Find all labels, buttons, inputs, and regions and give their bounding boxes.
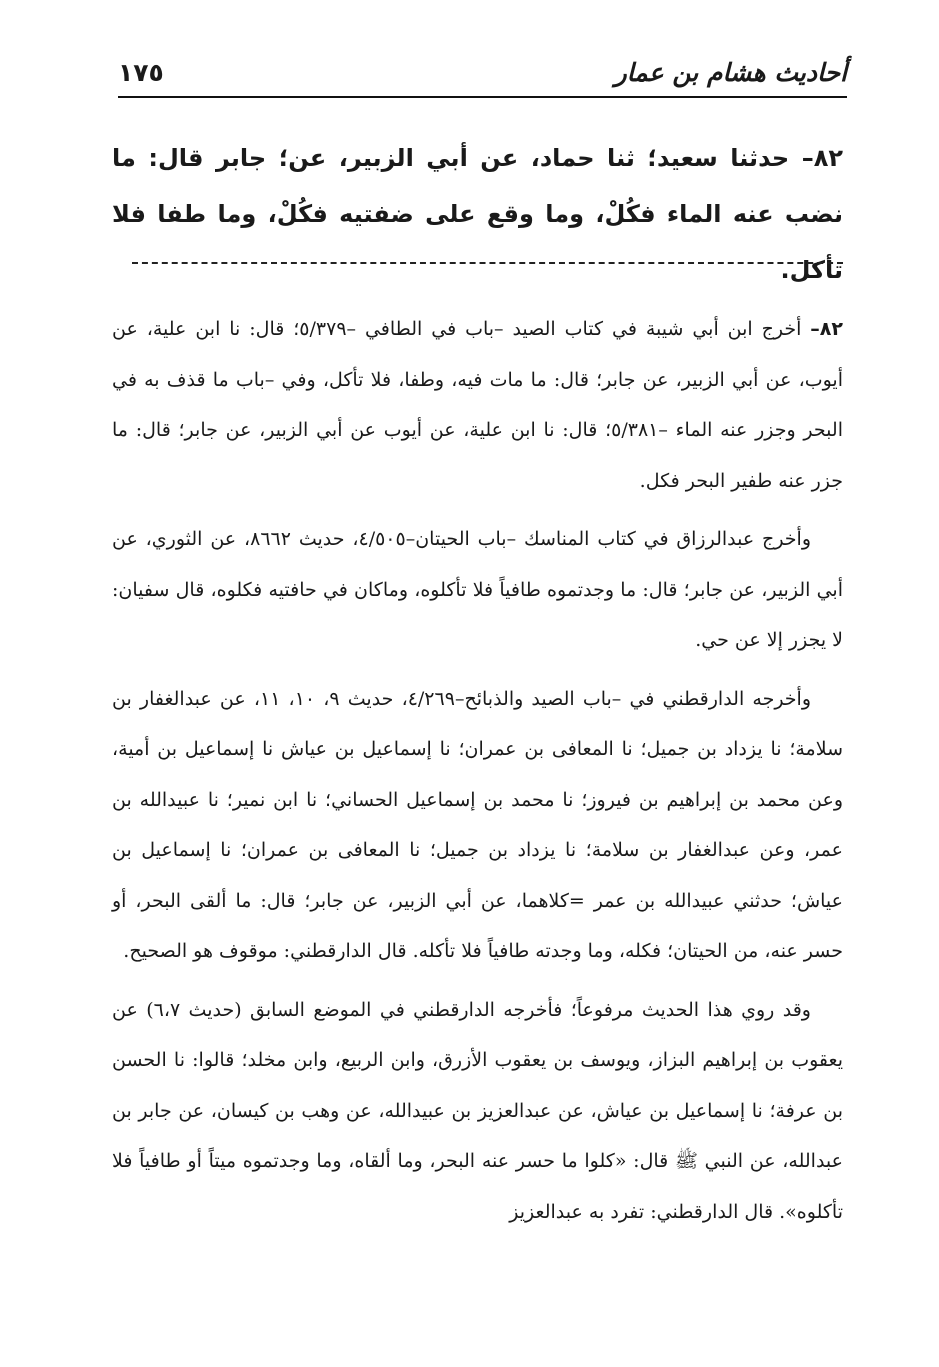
dashed-separator	[132, 262, 843, 264]
commentary-paragraph-3: وأخرجه الدارقطني في –باب الصيد والذبائح–٤/٢٦٩، حديث ٩، ١٠، ١١، عن عبدالغفار بن سلامة؛ نا يزداد بن جميل؛ نا المعافى بن عمران؛ نا إسماعيل بن عياش نا إسماعيل بن أمية، وعن محمد بن إبراهيم بن فيروز؛ نا محمد بن إسماعيل الحساني؛ نا ابن نمير؛ نا عبيدالله بن عمر، وعن عبدالغفار بن سلامة؛ نا يزداد بن جميل؛ نا المعافى بن عمران؛ نا إسماعيل بن عياش؛ حدثني عبيدالله بن عمر =كلاهما، عن أبي الزبير، عن جابر؛ قال: ما ألقى البحر، أو حسر عنه، من الحيتان؛ فكله، وما وجدته طافياً فلا تأكله. قال الدارقطني: موقوف هو الصحيح.	[112, 687, 843, 962]
commentary-paragraph-1-text: أخرج ابن أبي شيبة في كتاب الصيد –باب في الطافي –٥/٣٧٩؛ قال: نا ابن علية، عن أيوب، عن أبي الزبير، عن جابر؛ قال: ما مات فيه، وطفا، فلا تأكل، وفي –باب ما قذف به في البحر وجزر عنه الماء –٥/٣٨١؛ قال: نا ابن علية، عن أيوب عن أبي الزبير، عن جابر؛ قال: ما جزر عنه طفير البحر فكل.	[112, 318, 843, 492]
hadith-text	[112, 130, 843, 298]
commentary-section	[112, 304, 843, 1245]
page-number: ١٧٥	[118, 58, 164, 87]
running-title: أحاديث هشام بن عمار	[614, 58, 847, 87]
commentary-paragraph-1	[112, 304, 843, 506]
commentary-paragraph-2: وأخرج عبدالرزاق في كتاب المناسك –باب الحيتان–٤/٥٠٥، حديث ٨٦٦٢، عن الثوري، عن أبي الزبير، عن جابر؛ قال: ما وجدتموه طافياً فلا تأكلوه، وماكان في حافتيه فكلوه، قال سفيان: لا يجزر إلا عن حي.	[112, 528, 843, 651]
commentary-number: ٨٢–	[810, 318, 843, 340]
commentary-paragraph-4: وقد روي هذا الحديث مرفوعاً؛ فأخرجه الدارقطني في الموضع السابق (حديث ٦،٧) عن يعقوب بن إبراهيم البزاز، ويوسف بن يعقوب الأزرق، وابن الربيع، وابن مخلد؛ قالوا: نا الحسن بن عرفة؛ نا إسماعيل بن عياش، عن عبدالعزيز بن عبيدالله، عن وهب بن كيسان، عن جابر بن عبدالله، عن النبي ﷺ قال: «كلوا ما حسر عنه البحر، وما ألقاه، وما وجدتموه ميتاً أو طافياً فلا تأكلوه». قال الدارقطني: تفرد به عبدالعزيز	[112, 998, 844, 1223]
hadith-body: حدثنا سعيد؛ ثنا حماد، عن أبي الزبير، عن؛ جابر قال: ما نضب عنه الماء فكُلْ، وما وقع على ضفتيه فكُلْ، وما طفا فلا تأكل.	[112, 144, 843, 284]
hadith-number: ٨٢–	[801, 144, 843, 172]
page-header	[118, 52, 847, 98]
